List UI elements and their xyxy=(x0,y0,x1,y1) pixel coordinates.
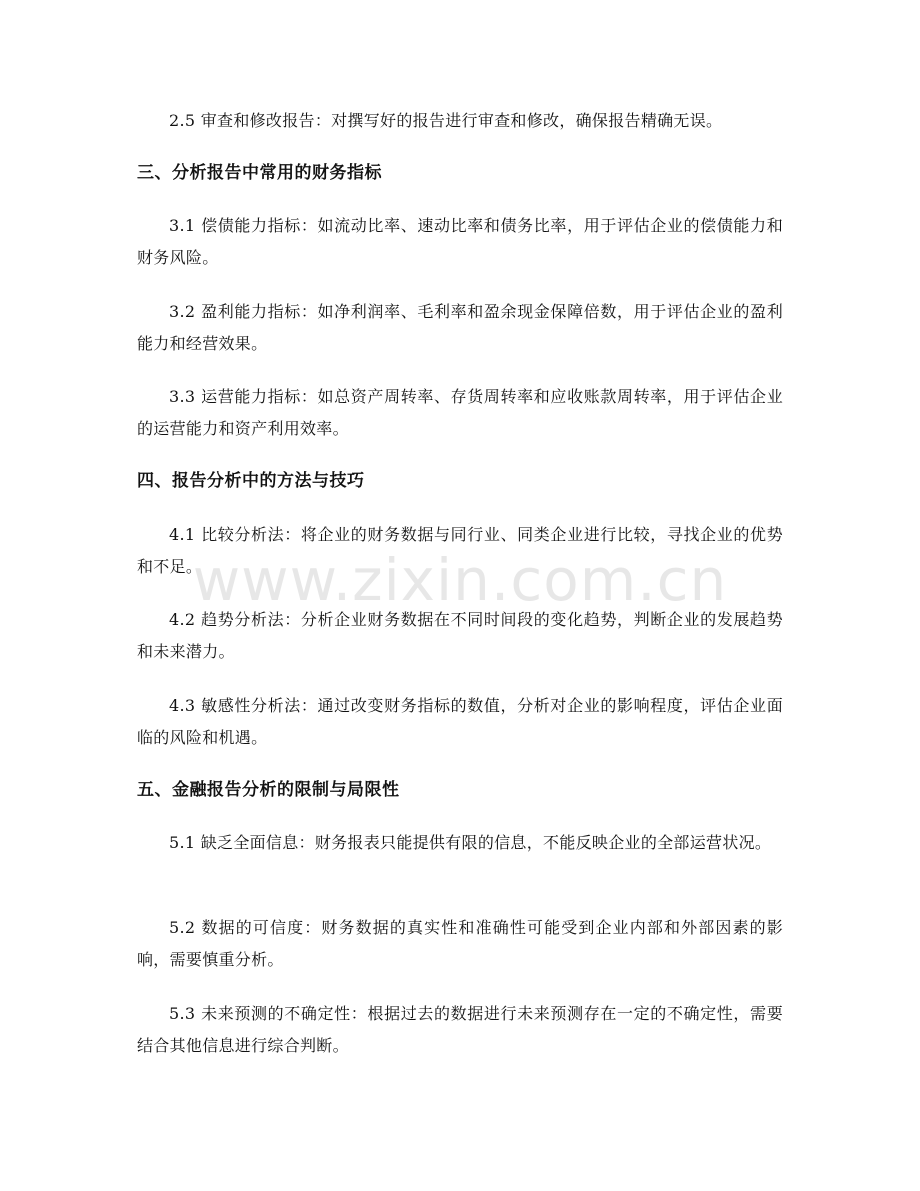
paragraph-4-3: 4.3 敏感性分析法：通过改变财务指标的数值，分析对企业的影响程度，评估企业面临的风险和机遇。 xyxy=(137,696,783,747)
section-heading-5: 五、金融报告分析的限制与局限性 xyxy=(137,780,400,800)
watermark-text: www.zixin.com.cn xyxy=(192,546,728,614)
paragraph-4-2: 4.2 趋势分析法：分析企业财务数据在不同时间段的变化趋势，判断企业的发展趋势和未来潜力。 xyxy=(137,610,783,661)
paragraph-5-2: 5.2 数据的可信度：财务数据的真实性和准确性可能受到企业内部和外部因素的影响，需要慎重分析。 xyxy=(137,918,783,969)
paragraph-3-1: 3.1 偿债能力指标：如流动比率、速动比率和债务比率，用于评估企业的偿债能力和财务风险。 xyxy=(137,216,783,267)
section-heading-3: 三、分析报告中常用的财务指标 xyxy=(137,163,382,183)
paragraph-4-1: 4.1 比较分析法：将企业的财务数据与同行业、同类企业进行比较，寻找企业的优势和不足。 xyxy=(137,525,783,576)
paragraph-3-3: 3.3 运营能力指标：如总资产周转率、存货周转率和应收账款周转率，用于评估企业的运营能力和资产利用效率。 xyxy=(137,387,783,438)
paragraph-2-5: 2.5 审查和修改报告：对撰写好的报告进行审查和修改，确保报告精确无误。 xyxy=(169,111,723,130)
paragraph-3-2: 3.2 盈利能力指标：如净利润率、毛利率和盈余现金保障倍数，用于评估企业的盈利能力和经营效果。 xyxy=(137,302,783,353)
paragraph-5-3: 5.3 未来预测的不确定性：根据过去的数据进行未来预测存在一定的不确定性，需要结合其他信息进行综合判断。 xyxy=(137,1004,783,1055)
section-heading-4: 四、报告分析中的方法与技巧 xyxy=(137,471,365,491)
paragraph-5-1: 5.1 缺乏全面信息：财务报表只能提供有限的信息，不能反映企业的全部运营状况。 xyxy=(169,833,772,852)
